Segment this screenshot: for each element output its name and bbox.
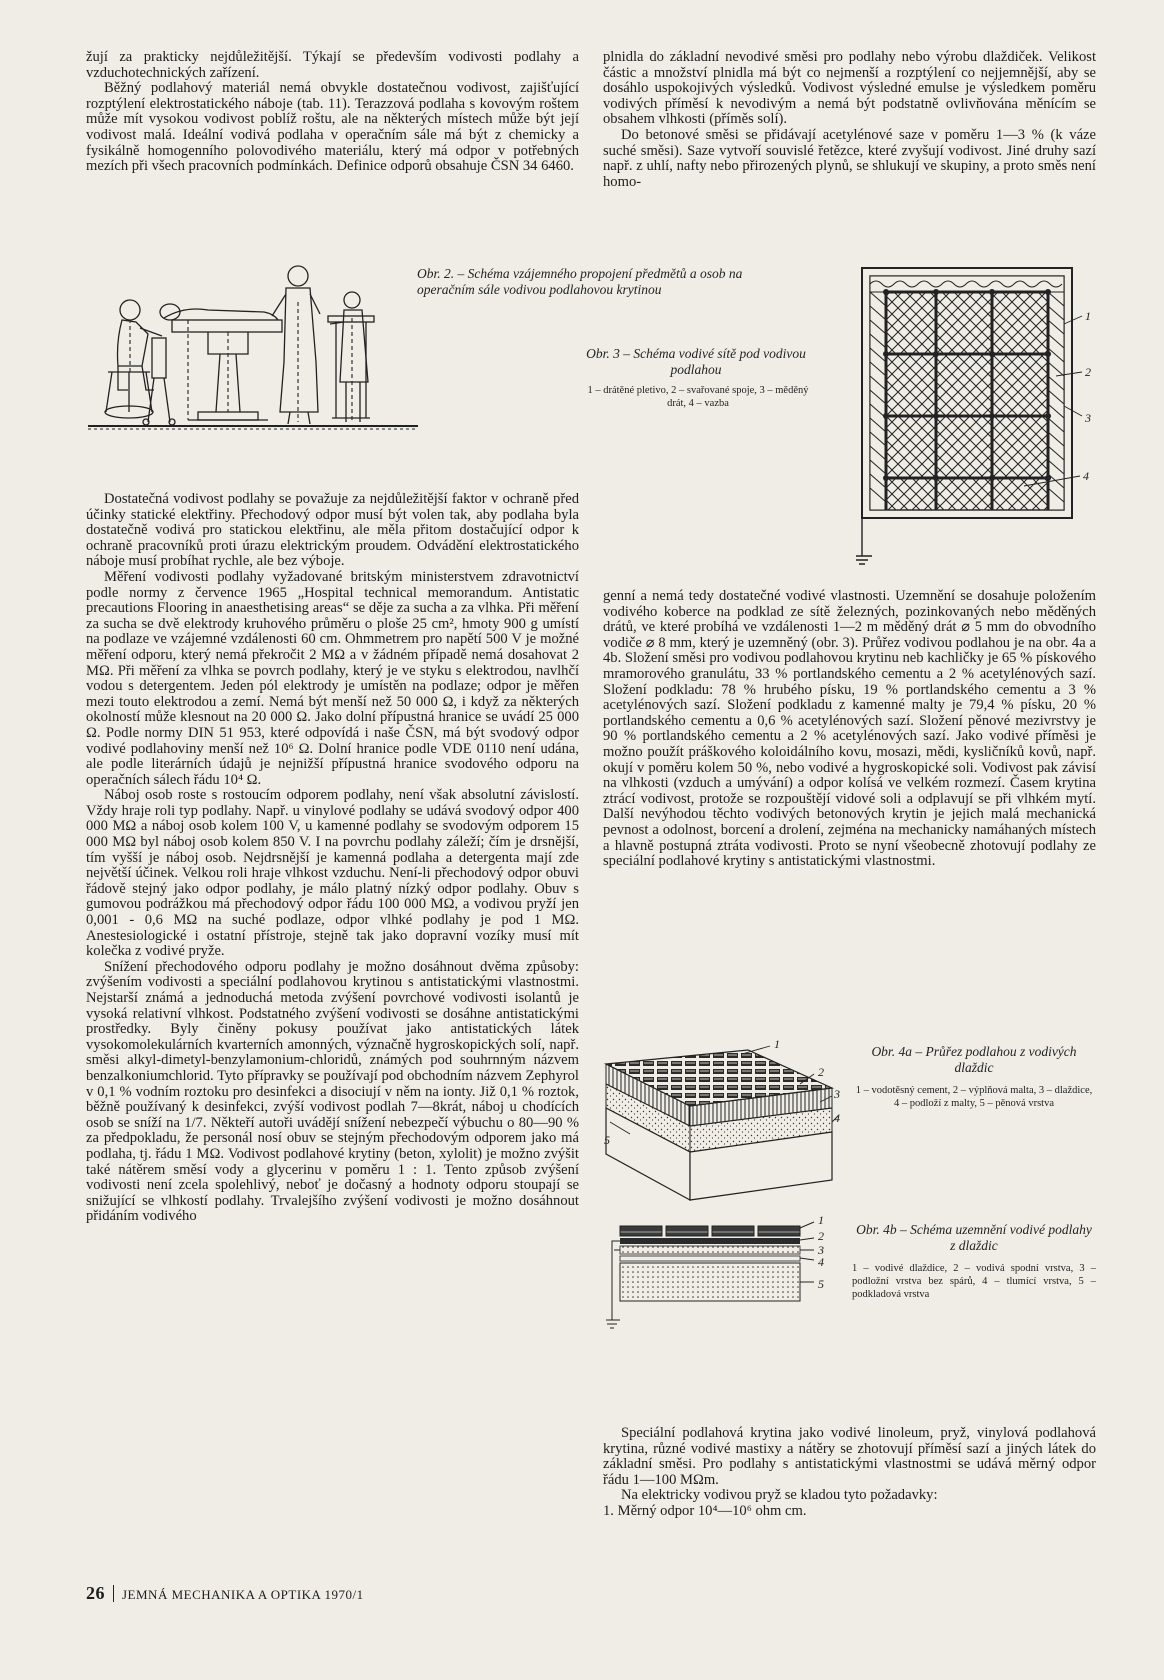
footer-divider — [113, 1585, 114, 1602]
right-main-column — [603, 589, 1096, 870]
figure-4b-label: 5 — [818, 1277, 824, 1291]
figure-3-mesh-diagram — [856, 266, 1106, 566]
figure-3-label: 2 — [1085, 365, 1091, 379]
figure-3-label: 1 — [1085, 309, 1091, 323]
left-main-column — [86, 492, 579, 1225]
page-footer — [86, 1583, 364, 1604]
figure-4a-layers — [606, 1046, 838, 1200]
paragraph: Náboj osob roste s rostoucím odporem podlahy, není však absolutní závislostí. Vždy hraje roli typ podlahy. Např. u vinylové podlahy se udává svodový odpor 400 000 MΩ a náboj osob kolem 100 V, u kamenné podlahy se svodovým odporem 15 000 MΩ byl náboj osob kolem 850 V. I na povrchu podlahy záleží; čím je drsnější, tím vyšší je náboj osob. Nejdrsnější je kamenná podlaha a detergenta mají zde největší účinek. Velkou roli hraje vlhkost vzduchu. Není-li přechodový odpor obuvi řádově stejný jako odpor podlahy, je málo platný nízký odpor podlahy. Obuv s gumovou podrážkou má přechodový odpor řádu 100 000 MΩ, a vodivou pryží jen 0,001 - 0,6 MΩ na suché podlaze, odpor vlhké podlahy je pod 1 MΩ. Anestesiologické i ostatní přístroje, stejně tak jako dopravní vozíky musí mít kolečka z vodivé pryže. — [86, 787, 579, 960]
figure-4b-label: 3 — [818, 1243, 824, 1257]
paragraph: genní a nemá tedy dostatečné vodivé vlastnosti. Uzemnění se dosahuje položením vodivého koberce na podklad ze sítě železných, pozinkovaných nebo měděných drátů, ve které probíhá ve vzdálenosti 1—2 m měděný drát ⌀ 5 mm do obvodního vodiče ⌀ 8 mm, který je uzemněný (obr. 3). Průřez vodivou podlahou je na obr. 4a a 4b. Složení směsi pro vodivou podlahovou krytinu neb kachličky je 65 % pískového mramorového granulátu, 33 % portlandského cementu a 2 % acetylénových sazí. Složení podkladu: 78 % hrubého písku, 19 % portlandského cementu a 3 % acetylénových sazí. Složení podkladu z kamenné malty je 79,4 % písku, 20 % portlandského cementu a 0,6 % acetylénových sazí. Složení pěnové mezivrstvy je 90 % portlandského cementu a 2 % acetylénových sazí. Jako vodivé příměsi je možno použít práškového koloidálního kovu, mosazi, mědi, kysličníků kovů, např. okují v poměru kolem 50 %, nebo vodivé a hygroskopické soli. Vodivost pak závisí na vlhkosti (vzduch a umývání) a odpor kolísá ve velkém rozmezí. Časem krytina ztrácí vodivost, protože se rozpouštějí vidové soli a odplavují se při vlhkém mytí. Další nevýhodou těchto vodivých betonových krytin je jejich malá mechanická pevnost a odolnost, borcení a drolení, zejména na mechanicky namáhaných místech a hlavně postupná ztráta vodivosti. Proto se nyní všeobecně zhotovují podlahy ze speciální podlahové krytiny s antistatickými vlastnostmi. — [603, 588, 1096, 870]
figure-4b-label: 4 — [818, 1255, 824, 1269]
top-left-column — [86, 50, 579, 175]
paragraph: Dostatečná vodivost podlahy se považuje za nejdůležitější faktor v ochraně před účinky statické elektřiny. Přechodový odpor musí být volen tak, aby podlaha byla dostatečně vodivá pro statickou elektřinu, ale měla přitom dostačující odpor k ochraně pracovníků proti úrazu elektrickým proudem. Odvádění elektrostatického náboje musí probíhat rychle, ale bez výboje. — [86, 491, 579, 570]
paragraph: Snížení přechodového odporu podlahy je možno dosáhnout dvěma způsoby: zvýšením vodivosti a speciální podlahovou krytinou s antistatickými vlastnostmi. Nejstarší známá a jednoduchá metoda zvýšení povrchové vodivosti isolantů je vysoká relativní vlhkost. Podstatného zvýšení vodivosti se dosáhne antistatickými prostředky. Byly činěny pokusy používat jako antistatických látek vysokomolekulárních kvarterních amonných, význačně hygroskopických solí, např. směsi alkyl-dimetyl-benzylamonium-chloridů, známých pod souhrnným názvem benzalkoniumchlorid. Tyto přípravky se používají pod obchodním názvem Zephyrol v 0,1 % vodním roztoku pro desinfekci a disociují v něm na ionty. Již 0,1 % roztok, běžně používaný k desinfekci, zvýší vodivost podlah 7—8krát, náboj u chodících osob se sníží na 1/7. Někteří autoři uvádějí snížení nebezpečí výbuchu o 80—90 % za předpokladu, že personál nosí obuv se stejným přechodovým odporem jako má podlaha, tj. řádu 1 MΩ. Vodivost podlahové krytiny (beton, xylolit) je možno zvýšit také nátěrem směsí vody a glycerinu v poměru 1 : 1. Tento způsob zvýšení vodivosti není zcela spolehlivý, neboť je dočasný a hodnoty odporu stoupají se snižující se vlhkostí podlahy. Trvalejšího zvýšení vodivosti je možno dosáhnout přidáním vodivého — [86, 958, 579, 1225]
paragraph: Běžný podlahový materiál nemá obvykle dostatečnou vodivost, zajišťující rozptýlení elektrostatického náboje (tab. 11). Terazzová podlaha s kovovým roštem může mít vysokou vodivost poblíž roštu, ale na některých místech může být její vodivost malá. Ideální vodivá podlaha v operačním sále má být z chemicky a fysikálně homogenního polovodivého materiálu, který má odpor v potřebných mezích při všech pracovních podmínkách. Definice odporů obsahuje ČSN 34 6460. — [86, 80, 579, 175]
paragraph: Speciální podlahová krytina jako vodivé linoleum, pryž, vinylová podlahová krytina, různé vodivé mastixy a nátěry se zhotovují příměsí sazí a jiných látek do základní směsi. Pro podlahy s antistatickými vlastnostmi se udává měrný odpor řádu 1—100 MΩm. — [603, 1425, 1096, 1488]
paragraph: plnidla do základní nevodivé směsi pro podlahy nebo výrobu dlaždiček. Velikost částic a množství plnidla má být co nejmenší a rozptýlení co nejjemnější, aby se dosáhlo uspokojivých výsledků. Vodivost výsledné emulse je výsledkem poměru vodivých příměsí k nevodivým a nemá být podstatně ovlivňována měnícím se obsahem vlhkosti (příměs solí). — [603, 49, 1096, 128]
figure-3-legend: 1 – drátěné pletivo, 2 – svařované spoje, 3 – měděný drát, 4 – vazba — [587, 385, 809, 409]
top-right-column — [603, 50, 1096, 190]
figure-3-mesh-grid — [856, 268, 1082, 564]
figure-4b-grounding-diagram — [606, 1220, 846, 1342]
figure-3-label: 3 — [1085, 411, 1091, 425]
figure-4b-caption: Obr. 4b – Schéma uzemnění vodivé podlahy z dlaždic — [856, 1222, 1092, 1253]
paragraph: žují za prakticky nejdůležitější. Týkají se především vodivosti podlahy a vzduchotechnických zařízení. — [86, 49, 579, 81]
figure-2-caption: Obr. 2. – Schéma vzájemného propojení předmětů a osob na operačním sále vodivou podlahovou krytinou — [417, 266, 743, 297]
figure-4a-legend: 1 – vodotěsný cement, 2 – výplňová malta, 3 – dlaždice, 4 – podloží z malty, 5 – pěnová vrstva — [855, 1085, 1093, 1109]
paragraph: Na elektricky vodivou pryž se kladou tyto požadavky: — [621, 1487, 938, 1504]
figure-4a-label: 2 — [818, 1065, 824, 1079]
figure-4b-label: 1 — [818, 1213, 824, 1227]
figure-4b-layers — [606, 1222, 814, 1328]
figure-3-caption: Obr. 3 – Schéma vodivé sítě pod vodivou podlahou — [586, 346, 806, 377]
figure-4b-label: 2 — [818, 1229, 824, 1243]
bottom-right-column — [603, 1426, 1096, 1520]
figure-4a-label: 5 — [604, 1133, 610, 1147]
figure-4a-label: 3 — [834, 1087, 840, 1101]
figure-4a-cross-section — [600, 1044, 840, 1208]
paragraph: 1. Měrný odpor 10⁴—10⁶ ohm cm. — [603, 1502, 807, 1519]
figure-4a-label: 1 — [774, 1037, 780, 1051]
paragraph: Měření vodivosti podlahy vyžadované britským ministerstvem zdravotnictví podle normy z července 1965 „Hospital technical memorandum. Antistatic precautions Flooring in anaesthetising areas“ se děje za sucha a za vlhka. Při měření za sucha se dvě elektrody kruhového průměru o ploše 25 cm², hmoty 900 g umístí na podlaze ve vzájemné vzdálenosti 60 cm. Ohmmetrem pro napětí 500 V je možné měření odporu, který nemá překročit 2 MΩ a v žádném případě nemá dosahovat 2 MΩ. Při měření za vlhka se povrch podlahy, který je ve styku s elektrodou, navlhčí vodou s detergentem. Jeden pól elektrody je umístěn na podlaze; odpor je měřen mezi touto elektrodou a zemí. Nemá být menší než 50 000 Ω, i když za některých okolností může klesnout na 20 000 Ω. Jako dolní přípustná hranice se uvádí 25 000 Ω. Podle normy DIN 51 953, které odpovídá i naše ČSN, má být svodový odpor vodivé podlahoviny menší než 10⁶ Ω. Dolní hranice podle VDE 0110 není udána, ale podle literárních údajů je nejnižší přípustná hranice svodového odporu na operačních sálech řádu 10⁴ Ω. — [86, 568, 579, 788]
figure-4a-caption: Obr. 4a – Průřez podlahou z vodivých dlaždic — [871, 1044, 1077, 1075]
figure-4b-legend: 1 – vodivé dlaždice, 2 – vodivá spodní vrstva, 3 – podložní vrstva bez spárů, 4 – tlumící vrstva, 5 – podkladová vrstva — [852, 1263, 1096, 1300]
journal-title: JEMNÁ MECHANIKA A OPTIKA 1970/1 — [122, 1587, 364, 1602]
figure-4a-label: 4 — [834, 1111, 840, 1125]
paragraph: Do betonové směsi se přidávají acetylénové saze v poměru 1—3 % (k váze suché směsi). Saze vytvoří souvislé řetězce, které zvyšují vodivost. Jiné druhy sazí např. z uhlí, nafty nebo přirozených plynů, se shlukují ve skupiny, a proto směs není homo- — [603, 126, 1096, 190]
figure-2-illustration — [88, 262, 418, 430]
page-number: 26 — [86, 1583, 105, 1603]
figure-3-label: 4 — [1083, 469, 1089, 483]
